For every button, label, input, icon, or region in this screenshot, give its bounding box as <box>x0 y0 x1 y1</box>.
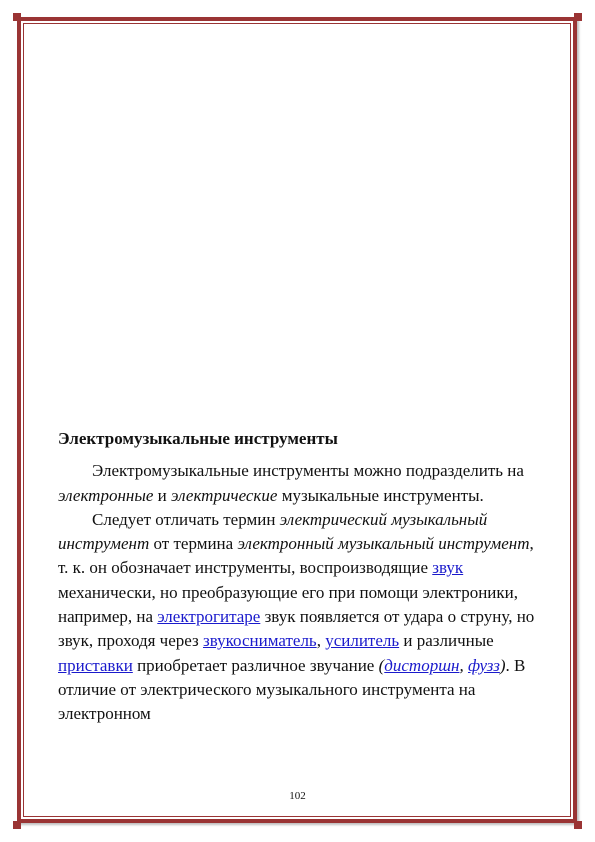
text-run: Следует отличать термин <box>92 509 280 529</box>
link-sound[interactable]: звук <box>432 558 464 578</box>
frame-corner-bottom-right <box>574 821 582 829</box>
text-run: и различные <box>399 631 494 651</box>
open-paren: ( <box>378 655 385 675</box>
link-pickup[interactable]: звукосниматель <box>203 631 317 651</box>
text-run: . В отличие от электрического музыкального инструмента на электронном <box>58 655 526 724</box>
emphasis-electronic-instrument: электронный музыкальный инструмент <box>237 534 530 554</box>
link-amplifier[interactable]: усилитель <box>325 631 400 651</box>
emphasis-electric: электрические <box>171 485 278 505</box>
section-heading: Электромузыкальные инструменты <box>58 429 338 448</box>
link-fuzz[interactable]: фузз <box>467 655 500 675</box>
frame-corner-top-right <box>574 13 582 21</box>
emphasis-electric-instrument: электрический музыкальный инструмент <box>58 509 488 554</box>
text-run: механически, но преобразующие его при помощи электроники, например, на <box>58 582 518 627</box>
emphasis-electronic: электронные <box>58 485 154 505</box>
text-run: Электромузыкальные инструменты можно подразделить на <box>92 461 524 481</box>
text-run: и <box>153 485 171 505</box>
link-electric-guitar[interactable]: электрогитаре <box>157 607 261 627</box>
frame-corner-top-left <box>13 13 21 21</box>
emphasis-paren-group <box>379 656 506 675</box>
page-number: 102 <box>289 790 306 802</box>
text-run: приобретает различное звучание <box>132 655 379 675</box>
text-run: звук появляется от удара о струну, но звук, проходя через <box>58 607 535 651</box>
paragraph-1 <box>58 459 548 508</box>
link-effects-pedals[interactable]: приставки <box>58 655 133 675</box>
comma: , <box>459 655 468 675</box>
frame-corner-bottom-left <box>13 821 21 829</box>
link-distortion[interactable]: дисторшн <box>384 655 460 675</box>
text-run: , <box>316 631 326 651</box>
text-run: от термина <box>149 534 238 554</box>
close-paren: ) <box>499 655 506 675</box>
paragraph-2 <box>58 508 548 727</box>
document-body <box>58 427 548 727</box>
text-run: , т. к. он обозначает инструменты, воспроизводящие <box>58 534 534 578</box>
text-run: музыкальные инструменты. <box>277 485 484 505</box>
